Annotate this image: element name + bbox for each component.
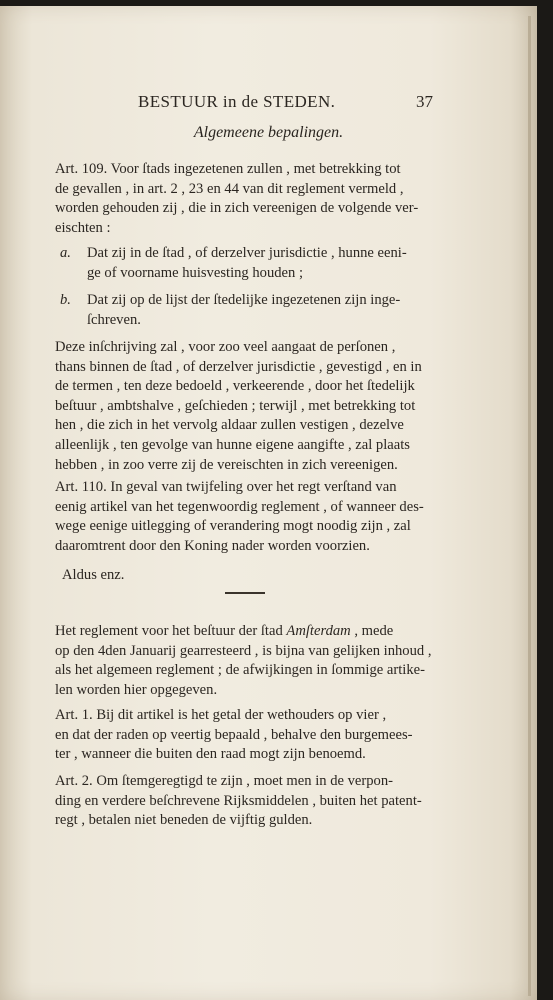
clause-mark: b. [60, 292, 71, 308]
text-line: regt , betalen niet beneden de vijftig gulden. [55, 812, 313, 829]
text-line: Aldus enz. [62, 567, 125, 583]
closing-formula [62, 566, 450, 586]
text-run: Het reglement voor het beſtuur der ſtad [55, 623, 287, 639]
clause-text: Dat zij in de ſtad , of derzelver jurisdictie , hunne eeni- [87, 245, 407, 261]
text-run: , mede [350, 623, 394, 639]
text-line: thans binnen de ſtad , of derzelver jurisdictie , gevestigd , en in [55, 358, 422, 375]
text-line: hen , die zich in het vervolg aldaar zullen vestigen , dezelve [55, 417, 404, 434]
text-line: wege eenige uitlegging of verandering mogt noodig zijn , zal [55, 518, 411, 535]
article-110 [55, 478, 443, 556]
running-title: BESTUUR in de STEDEN. [138, 92, 336, 111]
paragraph-amsterdam [55, 622, 443, 700]
text-line: hebben , in zoo verre zij de vereischten in zich vereenigen. [55, 456, 398, 473]
text-line: worden gehouden zij , die in zich vereenigen de volgende ver- [55, 200, 419, 217]
clause-a [60, 244, 443, 283]
text-line: ding en verdere beſchrevene Rijksmiddelen , buiten het patent- [55, 792, 422, 809]
text-line: daaromtrent door den Koning nader worden voorzien. [55, 537, 370, 554]
text-line: ge of voorname huisvesting houden ; [87, 264, 304, 281]
clause-b [60, 291, 443, 330]
text-line: eischten : [55, 219, 111, 236]
article-1 [55, 706, 443, 765]
text-line: Art. 110. In geval van twijfeling over het regt verſtand van [55, 479, 397, 495]
text-line: de termen , ten deze bedoeld , verkeerende , door het ſtedelijk [55, 378, 415, 395]
text-line: Art. 2. Om ſtemgeregtigd te zijn , moet men in de verpon- [55, 773, 394, 789]
city-name: Amſterdam [286, 623, 351, 639]
clause-text: Dat zij op de lijst der ſtedelijke ingezetenen zijn inge- [87, 292, 401, 308]
text-line: len worden hier opgegeven. [55, 681, 218, 698]
section-subtitle: Algemeene bepalingen. [193, 124, 344, 141]
text-line: als het algemeen reglement ; de afwijkingen in ſommige artike- [55, 662, 425, 679]
text-line: ter , wanneer die buiten den raad mogt zijn benoemd. [55, 746, 366, 763]
text-line: beſtuur , ambtshalve , geſchieden ; terwijl , met betrekking tot [55, 397, 416, 414]
article-109 [55, 160, 443, 238]
text-line: en dat der raden op veertig bepaald , behalve den burgemees- [55, 726, 413, 743]
section-divider [225, 592, 265, 594]
text-line: eenig artikel van het tegenwoordig reglement , of wanneer des- [55, 498, 424, 515]
article-2 [55, 772, 443, 831]
text-line: Deze inſchrijving zal , voor zoo veel aangaat de perſonen , [55, 339, 396, 355]
text-line: ſchreven. [87, 311, 141, 328]
book-page [0, 6, 537, 1000]
text-line [60, 291, 443, 311]
clause-mark: a. [60, 245, 71, 261]
text-line: de gevallen , in art. 2 , 23 en 44 van dit reglement vermeld , [55, 180, 404, 197]
text-line: Art. 1. Bij dit artikel is het getal der wethouders op vier , [55, 707, 387, 723]
running-header [0, 92, 537, 114]
page-edge [528, 16, 531, 996]
paragraph-inschrijving [55, 338, 443, 475]
text-line: alleenlijk , ten gevolge van hunne eigene aangifte , zal plaats [55, 436, 410, 453]
text-line [60, 244, 443, 264]
text-line: op den 4den Januarij gearresteerd , is bijna van gelijken inhoud , [55, 642, 432, 659]
text-line: Art. 109. Voor ſtads ingezetenen zullen , met betrekking tot [55, 161, 401, 177]
text-line [55, 622, 443, 642]
page-number: 37 [416, 92, 433, 111]
